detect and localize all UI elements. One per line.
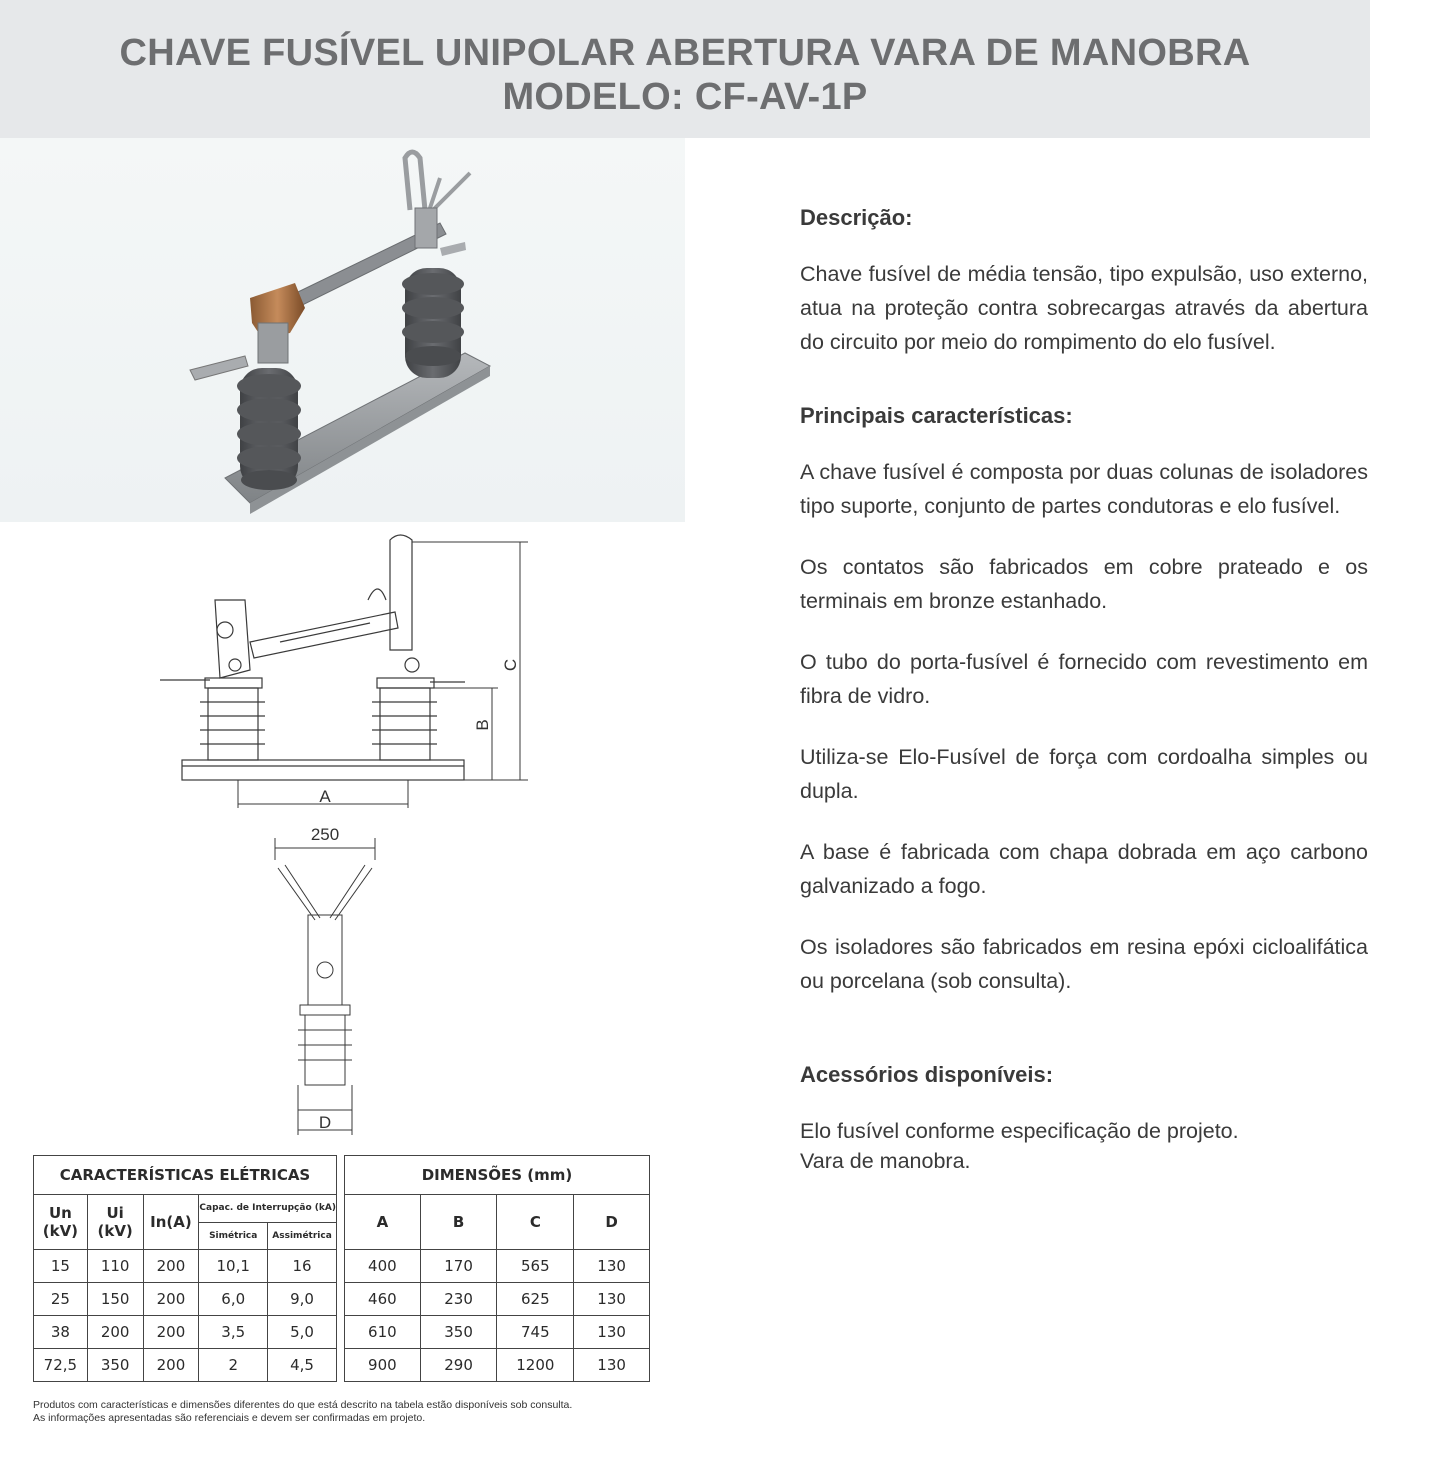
accessories-list <box>800 1116 1368 1176</box>
accessories-title: Acessórios disponíveis: <box>800 1062 1054 1087</box>
electrical-table-caption: CARACTERÍSTICAS ELÉTRICAS <box>34 1156 337 1195</box>
cell: 2 <box>199 1349 268 1382</box>
page-title: CHAVE FUSÍVEL UNIPOLAR ABERTURA VARA DE MANOBRA <box>119 32 1251 74</box>
header-b: B <box>420 1195 497 1250</box>
cell: 350 <box>420 1316 497 1349</box>
cell: 290 <box>420 1349 497 1382</box>
dimension-250-label: 250 <box>310 825 340 844</box>
product-photo <box>0 138 685 522</box>
cell: 3,5 <box>199 1316 268 1349</box>
footnote-line: Produtos com características e dimensões diferentes do que está descrito na tabela estão disponíveis sob consulta. <box>33 1399 573 1411</box>
cell: 200 <box>143 1349 199 1382</box>
cell: 16 <box>268 1250 337 1283</box>
dimension-c-label: C <box>501 658 520 672</box>
cell: 1200 <box>497 1349 574 1382</box>
header-assimetrica: Assimétrica <box>268 1222 337 1250</box>
cell: 9,0 <box>268 1283 337 1316</box>
table-row <box>34 1316 337 1349</box>
cell: 10,1 <box>199 1250 268 1283</box>
header-simetrica: Simétrica <box>199 1222 268 1250</box>
header-c: C <box>497 1195 574 1250</box>
description-text: Chave fusível de média tensão, tipo expulsão, uso externo, atua na proteção contra sobrecargas através da abertura do circuito por meio do rompimento do elo fusível. <box>800 262 1368 354</box>
cell: 900 <box>345 1349 421 1382</box>
accessory-item: Vara de manobra. <box>800 1149 971 1173</box>
cell: 200 <box>143 1283 199 1316</box>
page-header <box>0 0 1370 138</box>
feature-item: Utiliza-se Elo-Fusível de força com cordoalha simples ou dupla. <box>800 745 1368 803</box>
dimensions-table <box>344 1155 650 1382</box>
cell: 565 <box>497 1250 574 1283</box>
cell: 130 <box>574 1283 650 1316</box>
cell: 130 <box>574 1349 650 1382</box>
footnote-line: As informações apresentadas são referenciais e devem ser confirmadas em projeto. <box>33 1412 426 1424</box>
side-view-svg <box>150 530 530 820</box>
feature-item: Os contatos são fabricados em cobre prateado e os terminais em bronze estanhado. <box>800 555 1368 613</box>
table-row <box>345 1349 650 1382</box>
dimension-d-label: D <box>318 1113 332 1132</box>
model-title: MODELO: CF-AV-1P <box>502 76 868 118</box>
cell: 5,0 <box>268 1316 337 1349</box>
feature-item: A chave fusível é composta por duas colunas de isoladores tipo suporte, conjunto de partes condutoras e elo fusível. <box>800 460 1368 518</box>
product-photo-illustration <box>0 138 685 522</box>
cell: 6,0 <box>199 1283 268 1316</box>
cell: 38 <box>34 1316 88 1349</box>
cell: 400 <box>345 1250 421 1283</box>
header-ui: Ui (kV) <box>87 1195 143 1250</box>
side-view-drawing <box>150 530 530 820</box>
cell: 130 <box>574 1316 650 1349</box>
front-view-drawing <box>260 820 390 1140</box>
cell: 170 <box>420 1250 497 1283</box>
cell: 200 <box>87 1316 143 1349</box>
cell: 110 <box>87 1250 143 1283</box>
cell: 610 <box>345 1316 421 1349</box>
cell: 350 <box>87 1349 143 1382</box>
table-row <box>345 1316 650 1349</box>
cell: 200 <box>143 1250 199 1283</box>
accessory-item: Elo fusível conforme especificação de projeto. <box>800 1119 1239 1143</box>
table-row <box>34 1349 337 1382</box>
header-capac: Capac. de Interrupção (kA) <box>199 1195 337 1223</box>
cell: 25 <box>34 1283 88 1316</box>
table-row <box>34 1250 337 1283</box>
cell: 15 <box>34 1250 88 1283</box>
front-view-svg <box>260 820 390 1140</box>
header-d: D <box>574 1195 650 1250</box>
footnote <box>33 1399 572 1425</box>
description-column <box>800 205 1368 1176</box>
cell: 130 <box>574 1250 650 1283</box>
cell: 200 <box>143 1316 199 1349</box>
electrical-table <box>33 1155 337 1382</box>
feature-item: A base é fabricada com chapa dobrada em aço carbono galvanizado a fogo. <box>800 840 1368 898</box>
header-a: A <box>345 1195 421 1250</box>
dimension-b-label: B <box>473 719 492 731</box>
cell: 72,5 <box>34 1349 88 1382</box>
cell: 745 <box>497 1316 574 1349</box>
dimensions-table-caption: DIMENSÕES (mm) <box>345 1156 650 1195</box>
table-row <box>345 1250 650 1283</box>
feature-item: Os isoladores são fabricados em resina epóxi cicloalifática ou porcelana (sob consulta). <box>800 935 1368 993</box>
cell: 460 <box>345 1283 421 1316</box>
table-row <box>34 1283 337 1316</box>
header-un: Un (kV) <box>34 1195 88 1250</box>
feature-item: O tubo do porta-fusível é fornecido com revestimento em fibra de vidro. <box>800 650 1368 708</box>
features-title: Principais características: <box>800 403 1073 428</box>
dimension-a-label: A <box>319 787 331 806</box>
description-title: Descrição: <box>800 205 913 230</box>
cell: 4,5 <box>268 1349 337 1382</box>
cell: 625 <box>497 1283 574 1316</box>
header-in: In(A) <box>143 1195 199 1250</box>
cell: 230 <box>420 1283 497 1316</box>
table-row <box>345 1283 650 1316</box>
cell: 150 <box>87 1283 143 1316</box>
